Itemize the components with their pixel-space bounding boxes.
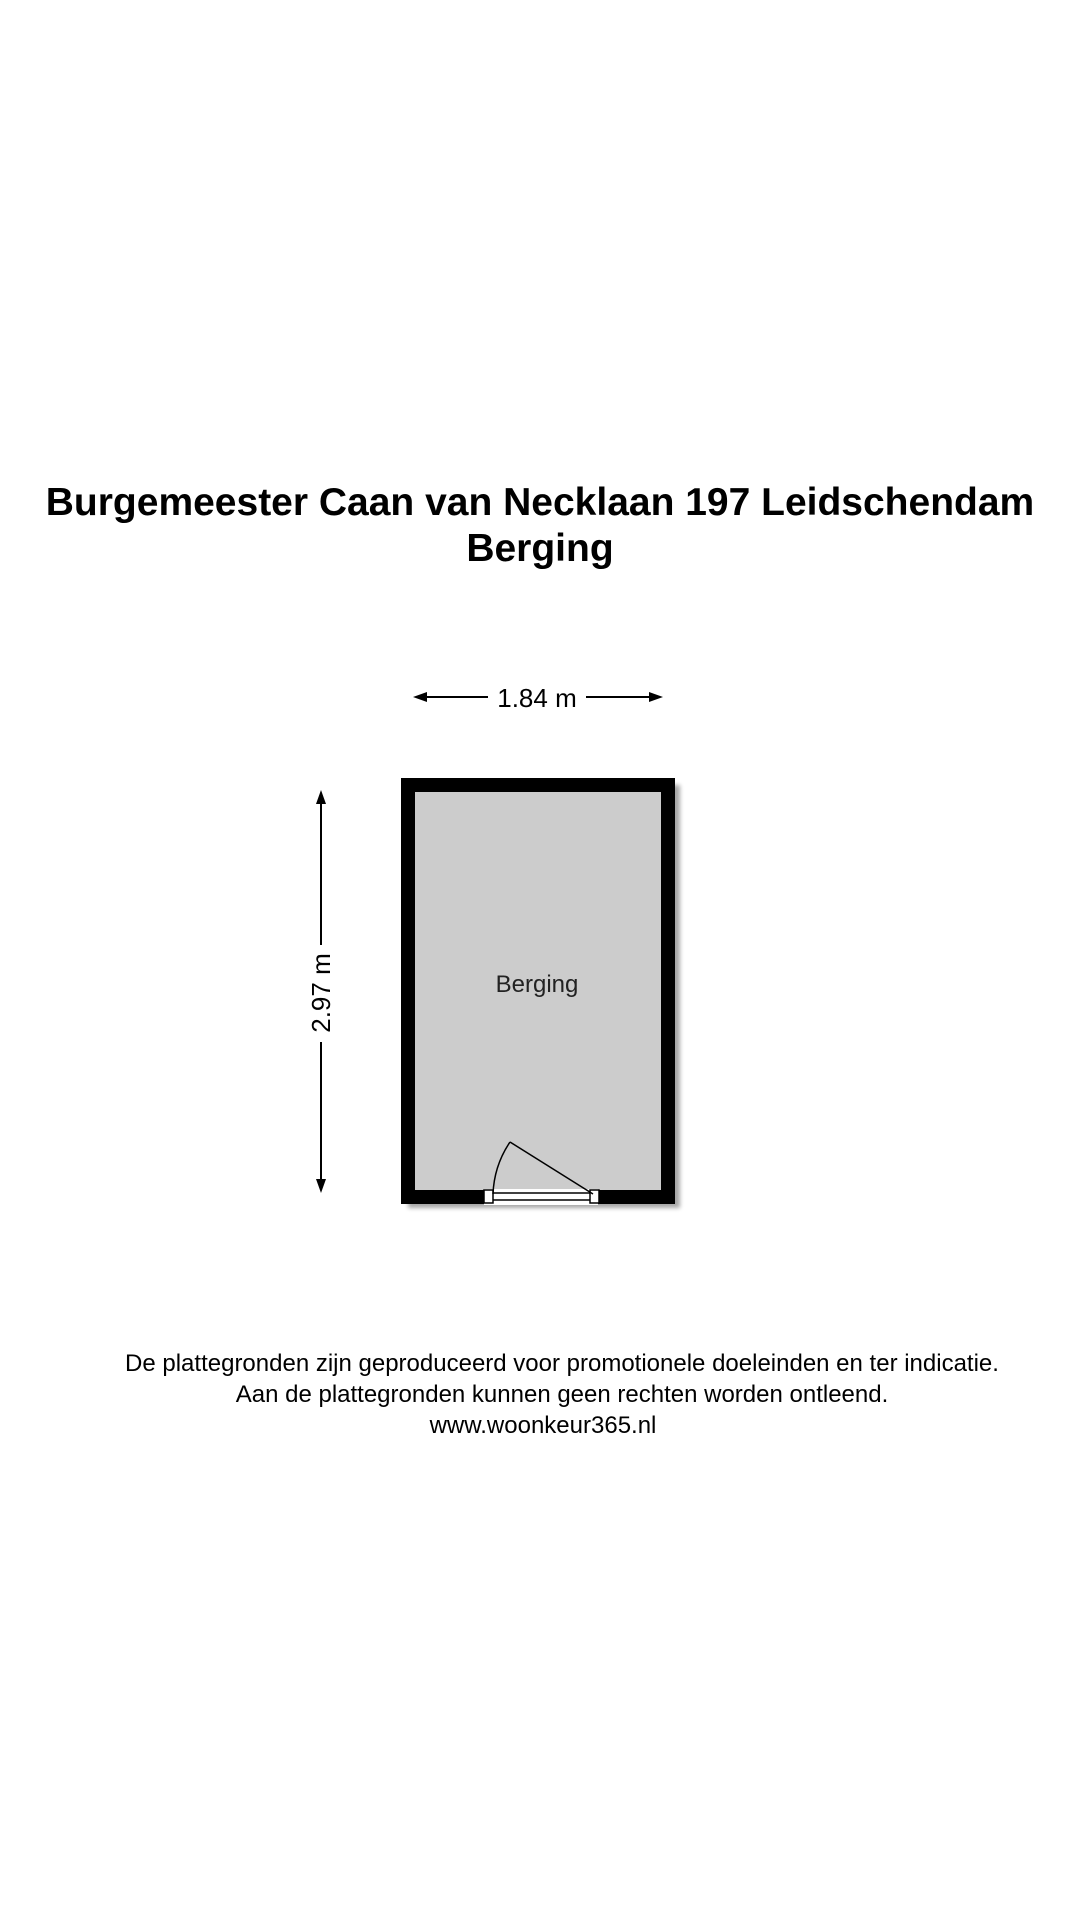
door-opening [484, 1189, 598, 1205]
page-title: Burgemeester Caan van Necklaan 197 Leidschendam [45, 481, 1035, 524]
depth-dimension-label: 2.97 m [306, 953, 336, 1033]
width-dimension-label: 1.84 m [497, 683, 577, 713]
depth-dimension [306, 790, 336, 1193]
arrow-up-icon [316, 790, 326, 804]
width-dimension [413, 683, 663, 713]
arrow-right-icon [649, 692, 663, 702]
disclaimer-line-1: De plattegronden zijn geproduceerd voor promotionele doeleinden en ter indicatie. [125, 1350, 999, 1377]
disclaimer-line-2: Aan de plattegronden kunnen geen rechten worden ontleend. [235, 1381, 889, 1408]
website-link[interactable]: www.woonkeur365.nl [429, 1412, 657, 1439]
arrow-down-icon [316, 1179, 326, 1193]
floor-name: Berging [466, 527, 614, 570]
room-label: Berging [495, 971, 579, 998]
room-berging [401, 778, 680, 1208]
arrow-left-icon [413, 692, 427, 702]
